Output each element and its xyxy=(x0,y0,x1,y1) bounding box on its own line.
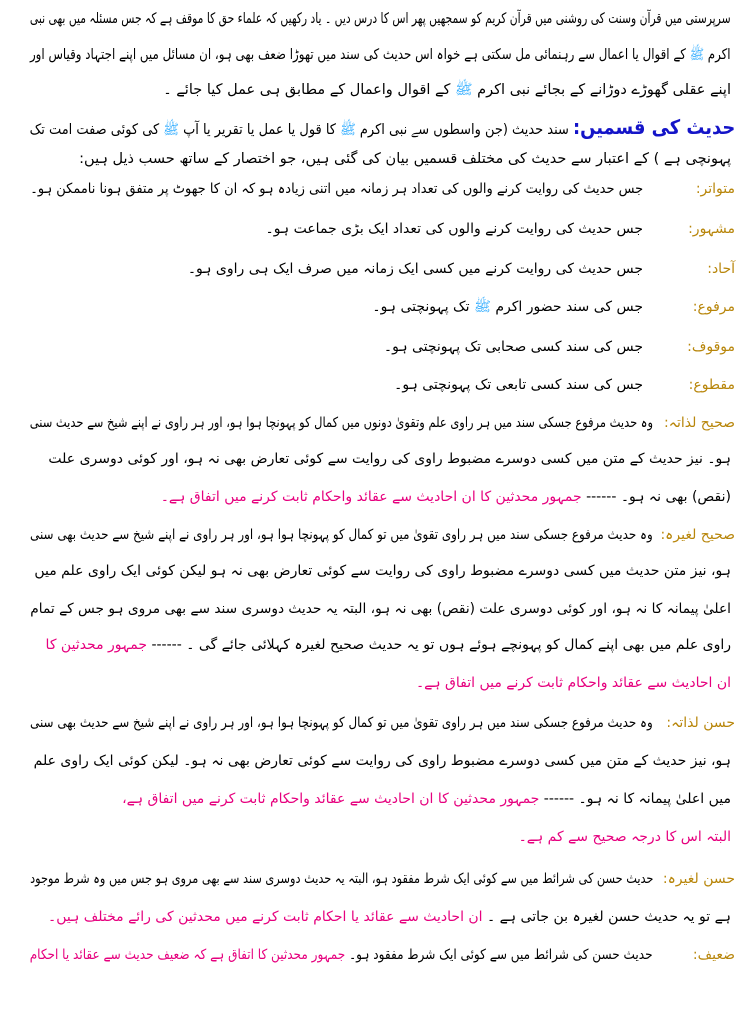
hasan-lighairihi-line-2-text: ہے تو یہ حدیث حسن لغیرہ بن جاتی ہے ۔ xyxy=(487,909,731,925)
sahih-lidhatihi-line-3-text: (نقص) بھی نہ ہو۔ ------ xyxy=(586,489,731,505)
section-heading: حدیث کی قسمیں: xyxy=(572,115,735,139)
def-marfu xyxy=(372,296,643,318)
def-mashhur: جس حدیث کی روایت کرنے والوں کی تعداد ایک بڑی جماعت ہو۔ xyxy=(265,221,643,237)
salawat-glyph: ﷺ xyxy=(473,299,491,315)
sahih-lighairihi-consensus-a: جمہور محدثین کا xyxy=(45,637,147,653)
hasan-lidhatihi-line-1: وہ حدیث مرفوع جسکی سند میں ہر راوی تقویٰ میں تو کمال کو پہونچا ہوا ہو، اور ہر راوی نے اپنے شیخ سے حدیث بھی سنی xyxy=(30,715,653,731)
salawat-glyph: ﷺ xyxy=(339,122,356,138)
term-daif: ضعیف: xyxy=(692,947,735,963)
hasan-lidhatihi-line-2: ہو، نیز حدیث کے متن میں کسی دوسرے مضبوط راوی کی روایت سے کوئی تعارض بھی نہ ہو۔ لیکن کوئی ایک راوی علم xyxy=(33,753,731,769)
hasan-lighairihi-line-2 xyxy=(48,906,731,928)
daif-line-1-text: حدیث حسن کی شرائط میں سے کوئی ایک شرط مفقود ہو۔ xyxy=(349,947,653,963)
intro-line-2-a: اکرم xyxy=(708,47,731,63)
section-line-1-c: کی کوئی صفت امت تک xyxy=(29,122,159,138)
sahih-lighairihi-consensus-b: ان احادیث سے عقائد واحکام ثابت کرنے میں اتفاق ہے۔ xyxy=(415,675,731,691)
sahih-lighairihi-line-4 xyxy=(46,634,731,656)
section-line-1-a: سند حدیث (جن واسطوں سے نبی اکرم xyxy=(359,122,569,138)
def-ahad: جس حدیث کی روایت کرنے میں کسی ایک زمانہ میں صرف ایک ہی راوی ہو۔ xyxy=(187,261,643,277)
intro-line-1: سرپرستی میں قرآن وسنت کی روشنی میں قرآن کریم کو سمجھیں پھر اس کا درس دیں ۔ یاد رکھیں کہ علماء حق کا موقف ہے کہ جس مسئلہ میں بھی نبی xyxy=(30,11,731,27)
sahih-lidhatihi-consensus: جمہور محدثین کا ان احادیث سے عقائد واحکام ثابت کرنے میں اتفاق ہے۔ xyxy=(160,489,582,505)
salawat-glyph: ﷺ xyxy=(163,122,179,138)
term-mashhur: مشہور: xyxy=(688,221,735,237)
hasan-lighairihi-opinion: ان احادیث سے عقائد یا احکام ثابت کرنے میں محدثین کی رائے مختلف ہیں۔ xyxy=(48,909,483,925)
term-mawquf: موقوف: xyxy=(687,339,735,355)
section-line-1-b: کا قول یا عمل یا تقریر یا آپ xyxy=(182,122,336,138)
term-sahih-lidhatihi: صحیح لذاتہ: xyxy=(664,415,735,431)
sahih-lidhatihi-line-3 xyxy=(161,486,731,508)
term-hasan-lidhatihi: حسن لذاتہ: xyxy=(666,715,735,731)
def-mutawatir: جس حدیث کی روایت کرنے والوں کی تعداد ہر زمانہ میں اتنی زیادہ ہو کہ ان کا جھوٹ پر متفق ہونا ناممکن ہو۔ xyxy=(30,181,643,197)
term-ahad: آحاد: xyxy=(707,261,735,277)
term-hasan-lighairihi: حسن لغیرہ: xyxy=(662,871,735,887)
sahih-lighairihi-line-4-text: راوی علم میں بھی اپنے کمال کو پہونچے ہوئے ہوں تو یہ حدیث صحیح لغیرہ کہلائی جائے گی ۔ ------ xyxy=(151,637,731,653)
term-maqtu: مقطوع: xyxy=(688,377,735,393)
term-sahih-lighairihi: صحیح لغیرہ: xyxy=(660,527,735,543)
daif-consensus: جمہور محدثین کا اتفاق ہے کہ ضعیف حدیث سے عقائد یا احکام xyxy=(30,947,346,963)
sahih-lighairihi-line-2: ہو، نیز متن حدیث میں کسی دوسرے مضبوط راوی کی روایت سے کوئی تعارض بھی نہ ہو لیکن کوئی ایک راوی علم میں xyxy=(34,563,731,579)
intro-line-2 xyxy=(30,44,731,66)
sahih-lighairihi-line-3: اعلیٰ پیمانہ کا نہ ہو، اور کوئی دوسری علت (نقص) بھی نہ ہو، البتہ یہ حدیث دوسری سند سے بھی مروی ہو جس کے تمام xyxy=(30,601,731,617)
salawat-glyph: ﷺ xyxy=(455,82,473,98)
hasan-lidhatihi-line-3 xyxy=(122,788,731,810)
term-marfu: مرفوع: xyxy=(692,299,735,315)
hasan-lidhatihi-consensus-a: جمہور محدثین کا ان احادیث سے عقائد واحکام ثابت کرنے میں اتفاق ہے، xyxy=(122,791,540,807)
intro-line-3-b: کے اقوال واعمال کے مطابق ہی عمل کیا جائے ۔ xyxy=(163,82,451,98)
def-mawquf: جس کی سند کسی صحابی تک پہونچتی ہو۔ xyxy=(383,339,643,355)
hasan-lidhatihi-consensus-b: البتہ اس کا درجہ صحیح سے کم ہے۔ xyxy=(518,829,731,845)
hasan-lidhatihi-line-3-text: میں اعلیٰ پیمانہ کا نہ ہو۔ ------ xyxy=(543,791,731,807)
section-line-2: پہونچی ہے ) کے اعتبار سے حدیث کی مختلف قسمیں بیان کی گئی ہیں، جو اختصار کے ساتھ حسب ذیل ہیں: xyxy=(79,151,731,167)
section-heading-line xyxy=(29,116,735,141)
intro-line-3 xyxy=(163,79,731,101)
salawat-glyph: ﷺ xyxy=(690,47,705,63)
sahih-lighairihi-line-1: وہ حدیث مرفوع جسکی سند میں ہر راوی تقویٰ میں تو کمال کو پہونچا ہوا ہو، اور ہر راوی نے اپنے شیخ سے حدیث بھی سنی xyxy=(30,527,653,543)
hasan-lighairihi-line-1: حدیث حسن کی شرائط میں سے کوئی ایک شرط مفقود ہو، البتہ یہ حدیث دوسری سند سے بھی مروی ہو جس میں وہ شرط موجود xyxy=(29,871,653,887)
intro-line-2-b: کے اقوال یا اعمال سے رہنمائی مل سکتی ہے خواہ اس حدیث کی سند میں تھوڑا ضعف بھی ہو، ان مسائل میں اپنے اجتہاد وقیاس اور xyxy=(30,47,687,63)
sahih-lidhatihi-line-1: وہ حدیث مرفوع جسکی سند میں ہر راوی علم وتقویٰ دونوں میں کمال کو پہونچا ہوا ہو، اور ہر راوی نے اپنے شیخ سے حدیث سنی xyxy=(29,415,653,431)
term-mutawatir: متواتر: xyxy=(695,181,735,197)
def-marfu-b: تک پہونچتی ہو۔ xyxy=(372,299,470,315)
daif-line-1 xyxy=(30,944,653,966)
intro-line-3-a: اپنے عقلی گھوڑے دوڑانے کے بجائے نبی اکرم xyxy=(477,82,731,98)
def-maqtu: جس کی سند کسی تابعی تک پہونچتی ہو۔ xyxy=(394,377,643,393)
sahih-lidhatihi-line-2: ہو۔ نیز حدیث کے متن میں کسی دوسرے مضبوط راوی کی روایت سے کوئی تعارض بھی نہ ہو، اور کوئی دوسری علت xyxy=(48,451,731,467)
def-marfu-a: جس کی سند حضور اکرم xyxy=(495,299,643,315)
